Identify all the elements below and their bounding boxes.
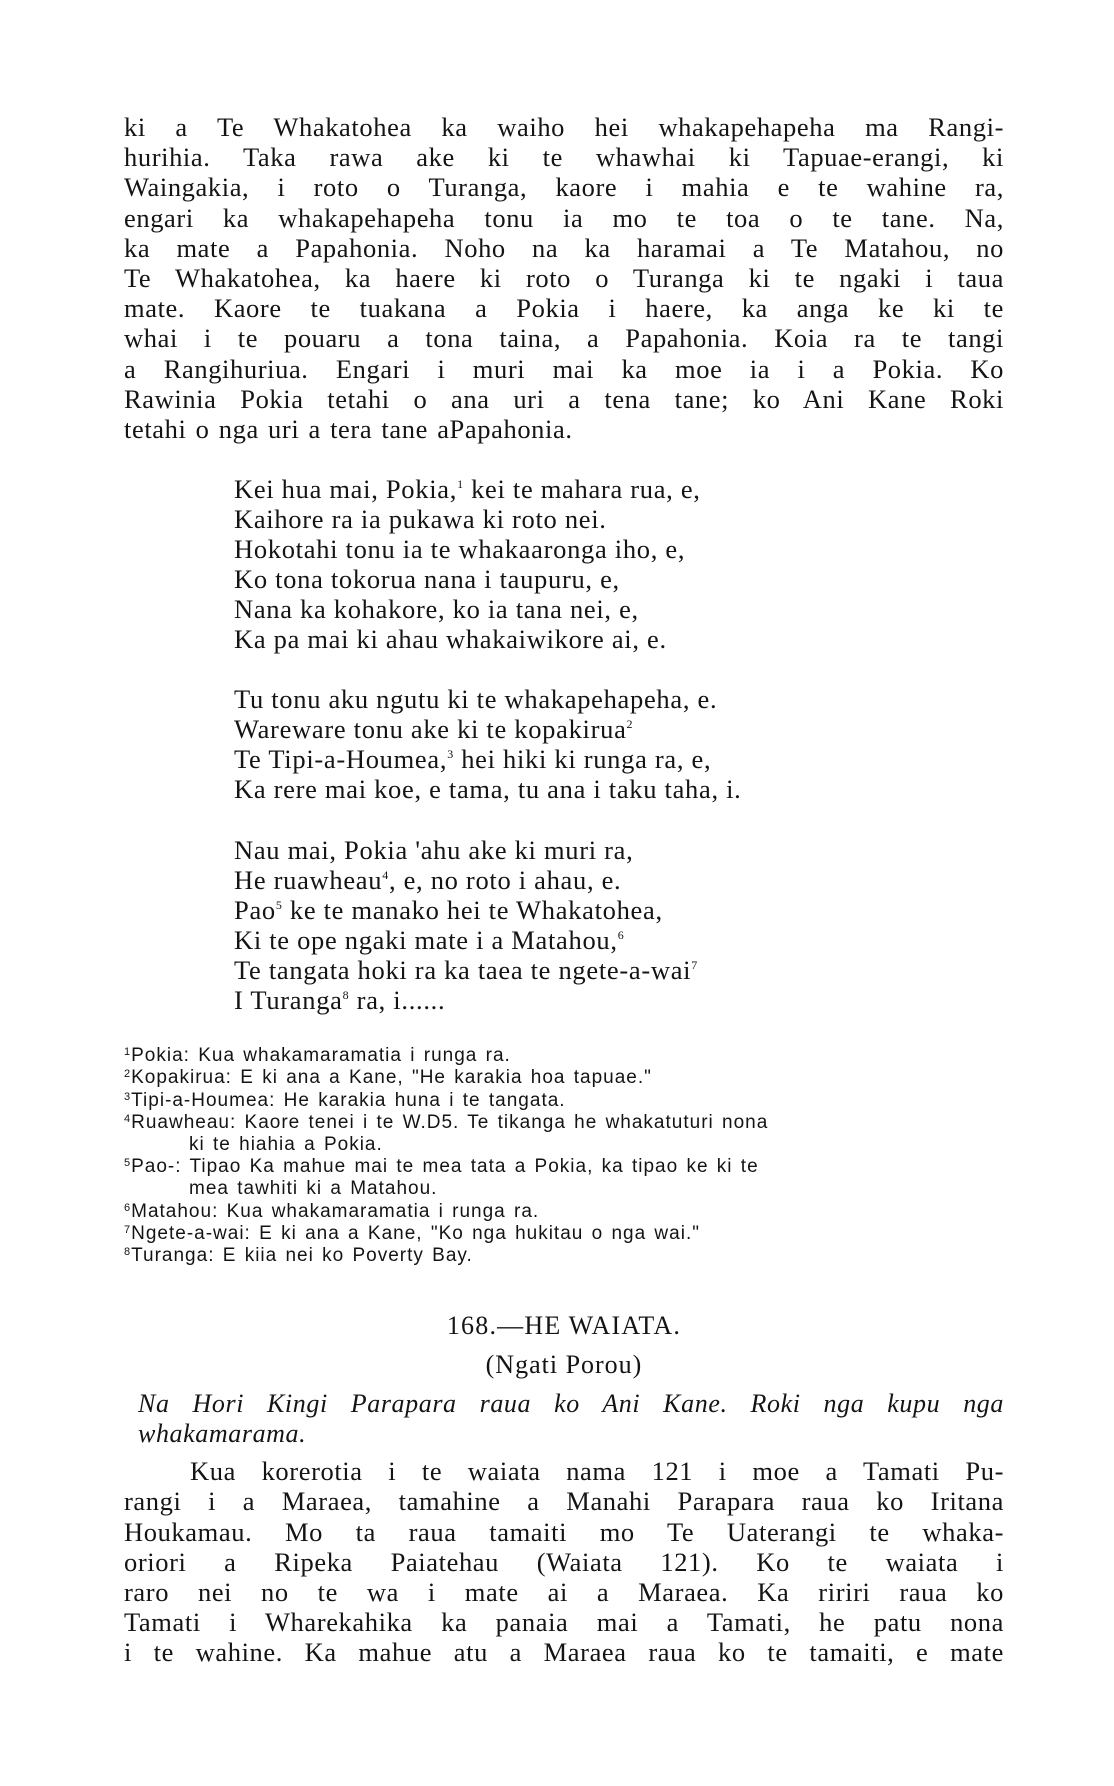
verse-text: Nau mai, Pokia 'ahu ake ki muri ra,: [234, 835, 634, 866]
footnote-marker: 8: [342, 988, 350, 1003]
section-heading: 168.—HE WAIATA.: [446, 1311, 682, 1341]
text-line: whai i te pouaru a tona taina, a Papahonia. Koia ra te tangi: [124, 323, 1004, 354]
text-line: mate. Kaore te tuakana a Pokia i haere, ka anga ke ki te: [124, 293, 1004, 324]
footnote-text: Tipi-a-Houmea: He karakia huna i te tangata.: [131, 1089, 566, 1111]
text-line: Houkamau. Mo ta raua tamaiti mo Te Uaterangi te whaka-: [124, 1516, 1004, 1547]
footnote-number: 8: [124, 1246, 132, 1259]
footnote-continuation: ki te hiahia a Pokia.: [189, 1134, 383, 1156]
footnote-text: Ngete-a-wai: E ki ana a Kane, "Ko nga hukitau o nga wai.": [131, 1222, 700, 1244]
text-line: ki a Te Whakatohea ka waiho hei whakapehapeha ma Rangi-: [124, 112, 1004, 142]
section-byline: [124, 1389, 1004, 1449]
verse-line: [234, 895, 1004, 925]
footnote-number: 4: [124, 1112, 132, 1125]
footnote-marker: 4: [382, 868, 389, 883]
footnote-marker: 5: [275, 898, 283, 913]
text-line: oriori a Ripeka Paiatehau (Waiata 121). Ko te waiata i: [124, 1546, 1004, 1577]
verse-text: I Turanga: [234, 985, 343, 1016]
text-line: rangi i a Maraea, tamahine a Manahi Parapara raua ko Iritana: [124, 1486, 1004, 1517]
footnote: [124, 1245, 1004, 1267]
footnote: [124, 1067, 1004, 1089]
footnote-text: Matahou: Kua whakamaramatia i runga ra.: [131, 1200, 540, 1222]
verse-text: Ka pa mai ki ahau whakaiwikore ai, e.: [234, 624, 667, 655]
verse-text: Kaihore ra ia pukawa ki roto nei.: [234, 504, 607, 535]
verse-text: He ruawheau: [234, 865, 383, 896]
footnote-number: 2: [124, 1068, 132, 1081]
text-line: Rawinia Pokia tetahi o ana uri a tena tane; ko Ani Kane Roki: [124, 383, 1004, 414]
footnote-text: Turanga: E kiia nei ko Poverty Bay.: [131, 1245, 473, 1267]
byline-line: whakamarama.: [138, 1419, 307, 1449]
verse-line: [234, 925, 1004, 955]
verse-stanza-1: [124, 474, 1004, 654]
verse-line: [234, 774, 1004, 804]
footnote-number: 3: [124, 1090, 132, 1103]
verse-text-rest: hei hiki ki runga ra, e,: [453, 744, 712, 775]
footnote-marker: 1: [457, 477, 464, 492]
footnote: [124, 1223, 1004, 1245]
verse-text: Pao: [234, 895, 276, 926]
footnote-text: Kopakirua: E ki ana a Kane, "He karakia hoa tapuae.": [131, 1067, 652, 1089]
verse-text: Ko tona tokorua nana i taupuru, e,: [234, 564, 620, 595]
verse-line: [234, 534, 1004, 564]
text-line: tetahi o nga uri a tera tane aPapahonia.: [124, 414, 573, 445]
verse-line: [234, 474, 1004, 504]
verse-stanza-2: [124, 684, 1004, 804]
text-line: hurihia. Taka rawa ake ki te whawhai ki Tapuae-erangi, ki: [124, 142, 1004, 173]
text-line: Tamati i Wharekahika ka panaia mai a Tamati, he patu nona: [124, 1607, 1004, 1638]
verse-text: Tu tonu aku ngutu ki te whakapehapeha, e.: [234, 684, 718, 715]
verse-text-rest: , e, no roto i ahau, e.: [388, 865, 622, 896]
footnote-marker: 3: [447, 747, 454, 762]
verse-text-rest: ra, i......: [349, 985, 446, 1016]
text-line: i te wahine. Ka mahue atu a Maraea raua ko te tamaiti, e mate: [124, 1637, 1004, 1668]
footnote-number: 6: [124, 1201, 132, 1214]
footnote-number: 5: [124, 1157, 132, 1170]
verse-line: [234, 564, 1004, 594]
verse-line: [234, 985, 1004, 1015]
text-line: ka mate a Papahonia. Noho na ka haramai a Te Matahou, no: [124, 232, 1004, 263]
text-line: raro nei no te wa i mate ai a Maraea. Ka ririri raua ko: [124, 1577, 1004, 1608]
verse-line: [234, 744, 1004, 774]
text-line: engari ka whakapehapeha tonu ia mo te toa o te tane. Na,: [124, 202, 1004, 233]
footnote-continuation: mea tawhiti ki a Matahou.: [189, 1178, 438, 1200]
byline-line: Na Hori Kingi Parapara raua ko Ani Kane. Roki nga kupu nga: [138, 1389, 1004, 1419]
section-subheading: (Ngati Porou): [485, 1350, 643, 1380]
footnote: [124, 1156, 1004, 1200]
intro-paragraph: [124, 112, 1004, 444]
verse-text: Wareware tonu ake ki te kopakirua: [234, 714, 627, 745]
footnote-marker: 7: [691, 958, 698, 973]
footnote: [124, 1112, 1004, 1156]
footnote-text: Pao-: Tipao Ka mahue mai te mea tata a Pokia, ka tipao ke ki te: [131, 1156, 759, 1178]
verse-text-rest: ke te manako hei te Whakatohea,: [282, 895, 663, 926]
verse-text: Te Tipi-a-Houmea,: [234, 744, 448, 775]
footnote-number: 1: [124, 1046, 132, 1059]
footnote-text: Ruawheau: Kaore tenei i te W.D5. Te tikanga he whakatuturi nona: [131, 1111, 769, 1133]
footnote-marker: 6: [617, 928, 625, 943]
verse-line: [234, 684, 1004, 714]
footnote: [124, 1201, 1004, 1223]
verse-line: [234, 714, 1004, 744]
text-line: Kua korerotia i te waiata nama 121 i moe a Tamati Pu-: [190, 1456, 1004, 1487]
verse-stanza-3: [124, 835, 1004, 1015]
text-line: Te Whakatohea, ka haere ki roto o Turanga ki te ngaki i taua: [124, 263, 1004, 294]
footnote-number: 7: [124, 1223, 132, 1236]
verse-line: [234, 504, 1004, 534]
verse-line: [234, 865, 1004, 895]
verse-text: Nana ka kohakore, ko ia tana nei, e,: [234, 594, 639, 625]
verse-text-rest: kei te mahara rua, e,: [463, 474, 701, 505]
section-paragraph: [124, 1456, 1004, 1667]
verse-line: [234, 624, 1004, 654]
verse-text: Ka rere mai koe, e tama, tu ana i taku taha, i.: [234, 774, 742, 805]
verse-line: [234, 835, 1004, 865]
verse-line: [234, 955, 1004, 985]
verse-text: Hokotahi tonu ia te whakaaronga iho, e,: [234, 534, 686, 565]
verse-text: Kei hua mai, Pokia,: [234, 474, 458, 505]
verse-text: Te tangata hoki ra ka taea te ngete-a-wai: [234, 955, 692, 986]
document-page: [124, 112, 1004, 1668]
footnote: [124, 1090, 1004, 1112]
footnote-text: Pokia: Kua whakamaramatia i runga ra.: [131, 1045, 511, 1067]
footnotes: [124, 1045, 1004, 1267]
verse-line: [234, 594, 1004, 624]
footnote-marker: 2: [626, 717, 634, 732]
verse-text: Ki te ope ngaki mate i a Matahou,: [234, 925, 618, 956]
text-line: a Rangihuriua. Engari i muri mai ka moe ia i a Pokia. Ko: [124, 353, 1004, 384]
text-line: Waingakia, i roto o Turanga, kaore i mahia e te wahine ra,: [124, 172, 1004, 203]
footnote: [124, 1045, 1004, 1067]
